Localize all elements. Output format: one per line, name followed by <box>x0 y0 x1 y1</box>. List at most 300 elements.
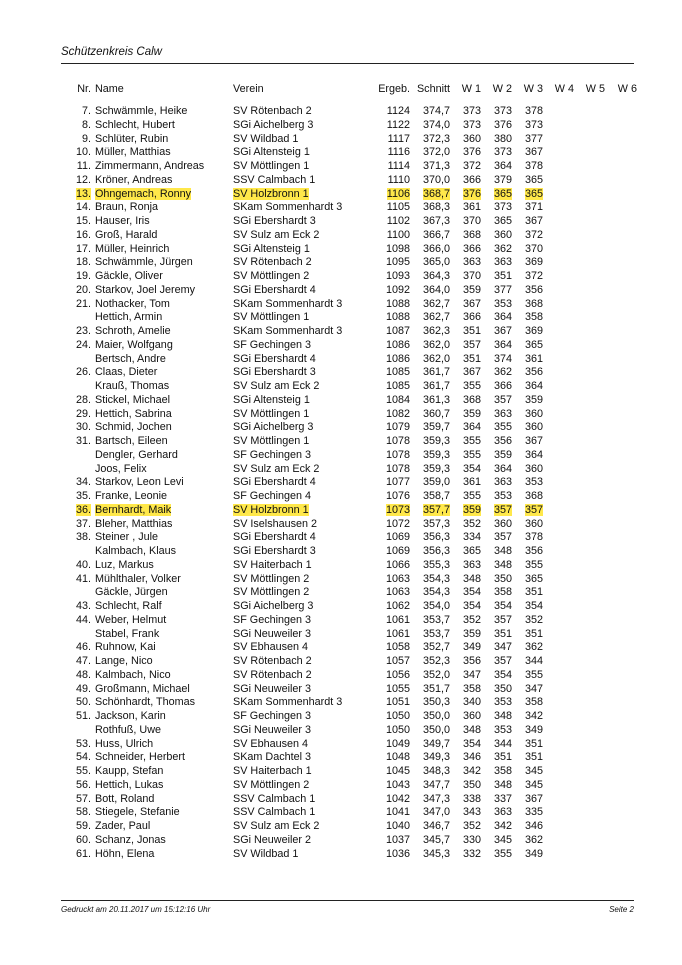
cell-schnitt-text: 355,3 <box>422 558 450 571</box>
cell-name <box>95 435 233 449</box>
cell-w1-text: 373 <box>462 118 481 131</box>
cell-w3-text: 372 <box>524 270 543 282</box>
cell-ergebnis-text: 1105 <box>386 201 410 214</box>
table-row <box>61 765 637 779</box>
cell-name <box>95 174 233 188</box>
cell-name <box>95 600 233 614</box>
cell-w5 <box>574 848 605 862</box>
cell-name <box>95 848 233 862</box>
table-row <box>61 848 637 862</box>
cell-nr <box>61 683 95 697</box>
cell-name <box>95 504 233 518</box>
cell-w2 <box>481 298 512 312</box>
cell-nr-text: 29. <box>75 407 91 420</box>
cell-ergebnis <box>369 504 410 518</box>
cell-nr-text: 43. <box>75 600 91 612</box>
cell-schnitt-text: 362,0 <box>422 352 450 365</box>
cell-name-text: Schanz, Jonas <box>95 833 166 846</box>
cell-w3 <box>512 146 543 160</box>
cell-schnitt <box>410 518 450 532</box>
cell-ergebnis-text: 1062 <box>385 600 410 612</box>
cell-w1 <box>450 256 481 270</box>
cell-name-text: Bott, Roland <box>95 792 155 805</box>
cell-verein-text: SGi Ebershardt 3 <box>233 545 316 557</box>
cell-schnitt <box>410 339 450 353</box>
cell-w6 <box>605 353 637 367</box>
cell-nr <box>61 380 95 394</box>
cell-w4 <box>543 298 574 312</box>
cell-nr <box>61 366 95 380</box>
cell-nr <box>61 751 95 765</box>
cell-w3 <box>512 339 543 353</box>
cell-w1-text: 363 <box>462 558 481 571</box>
cell-w3-text: 353 <box>524 476 543 489</box>
cell-w2 <box>481 848 512 862</box>
cell-w1 <box>450 105 481 119</box>
cell-verein-text: SF Gechingen 3 <box>233 448 312 461</box>
table-row <box>61 696 637 710</box>
cell-name <box>95 751 233 765</box>
cell-ergebnis <box>369 408 410 422</box>
cell-ergebnis-text: 1036 <box>385 847 410 860</box>
cell-w5 <box>574 105 605 119</box>
cell-w3-text: 367 <box>524 215 543 227</box>
cell-w3-text: 367 <box>524 792 543 805</box>
cell-w1-text: 354 <box>462 586 481 599</box>
cell-ergebnis <box>369 669 410 683</box>
cell-nr <box>61 160 95 174</box>
cell-w5 <box>574 628 605 642</box>
cell-name <box>95 229 233 243</box>
cell-nr-text: 44. <box>75 613 91 626</box>
cell-verein <box>233 834 369 848</box>
cell-w3-text: 344 <box>524 655 543 667</box>
cell-nr-text: 20. <box>75 283 91 296</box>
cell-name-text: Gäckle, Oliver <box>95 270 163 282</box>
cell-nr-text: 56. <box>75 778 91 791</box>
cell-w5 <box>574 793 605 807</box>
cell-w4 <box>543 531 574 545</box>
cell-w2 <box>481 476 512 490</box>
table-row <box>61 243 637 257</box>
cell-w3 <box>512 490 543 504</box>
cell-ergebnis-text: 1088 <box>385 311 410 324</box>
cell-w4 <box>543 394 574 408</box>
cell-w3 <box>512 696 543 710</box>
cell-schnitt <box>410 408 450 422</box>
cell-verein-text: SGi Altensteig 1 <box>233 393 310 406</box>
cell-w6 <box>605 696 637 710</box>
cell-schnitt <box>410 311 450 325</box>
cell-ergebnis-text: 1061 <box>385 627 410 640</box>
cell-verein-text: SV Möttlingen 1 <box>233 407 310 420</box>
table-body <box>61 105 637 861</box>
cell-ergebnis <box>369 641 410 655</box>
cell-nr <box>61 298 95 312</box>
cell-w3 <box>512 476 543 490</box>
cell-w3 <box>512 298 543 312</box>
cell-w4 <box>543 834 574 848</box>
cell-w1-text: 340 <box>462 696 481 709</box>
cell-w2-text: 345 <box>493 833 512 846</box>
cell-nr-text: 21. <box>75 297 91 310</box>
cell-w3 <box>512 614 543 628</box>
cell-name-text: Bertsch, Andre <box>95 352 166 365</box>
cell-w5 <box>574 146 605 160</box>
cell-ergebnis <box>369 600 410 614</box>
cell-ergebnis <box>369 655 410 669</box>
cell-w6 <box>605 655 637 669</box>
cell-w3 <box>512 834 543 848</box>
table-row <box>61 270 637 284</box>
cell-w6 <box>605 820 637 834</box>
cell-name-text: Franke, Leonie <box>95 490 168 502</box>
cell-verein <box>233 284 369 298</box>
cell-w2-text: 363 <box>493 806 512 819</box>
cell-name-text: Groß, Harald <box>95 228 158 241</box>
cell-ergebnis-text: 1098 <box>385 242 410 255</box>
cell-nr-text: 59. <box>75 820 91 832</box>
cell-w6 <box>605 806 637 820</box>
cell-schnitt <box>410 655 450 669</box>
cell-nr-text: 15. <box>75 215 91 227</box>
cell-ergebnis <box>369 380 410 394</box>
cell-nr-text: 14. <box>75 201 91 214</box>
cell-w2 <box>481 490 512 504</box>
cell-w4 <box>543 738 574 752</box>
cell-schnitt-text: 345,3 <box>422 847 450 860</box>
cell-verein-text: SF Gechingen 3 <box>233 338 312 351</box>
cell-name-text: Bartsch, Eileen <box>95 435 168 447</box>
cell-name <box>95 449 233 463</box>
cell-w2-text: 360 <box>493 228 512 241</box>
cell-ergebnis <box>369 339 410 353</box>
cell-w2-text: 373 <box>493 105 512 117</box>
cell-w3 <box>512 380 543 394</box>
cell-ergebnis-text: 1069 <box>385 545 410 557</box>
cell-schnitt <box>410 641 450 655</box>
cell-w1 <box>450 284 481 298</box>
cell-w3-text: 349 <box>524 723 543 736</box>
cell-nr <box>61 311 95 325</box>
cell-w3 <box>512 641 543 655</box>
cell-nr-text: 7. <box>81 105 91 117</box>
cell-schnitt-text: 366,7 <box>422 228 450 241</box>
cell-name <box>95 820 233 834</box>
cell-ergebnis-text: 1078 <box>385 435 410 447</box>
cell-ergebnis <box>369 559 410 573</box>
cell-w2 <box>481 518 512 532</box>
cell-w1 <box>450 270 481 284</box>
cell-w3 <box>512 188 543 202</box>
cell-w3-text: 378 <box>524 160 543 172</box>
cell-w1 <box>450 119 481 133</box>
cell-w2 <box>481 765 512 779</box>
cell-nr <box>61 284 95 298</box>
cell-w6 <box>605 779 637 793</box>
cell-verein-text: SGi Ebershardt 4 <box>233 531 316 544</box>
cell-w2 <box>481 215 512 229</box>
cell-nr-text: 54. <box>75 751 91 764</box>
cell-w1-text: 359 <box>462 503 481 516</box>
cell-w1-text: 366 <box>462 242 481 255</box>
cell-w3-text: 372 <box>524 228 543 241</box>
cell-w3-text: 371 <box>524 201 543 214</box>
cell-w1-text: 356 <box>462 655 481 667</box>
cell-w3-text: 360 <box>524 517 543 530</box>
table-row <box>61 641 637 655</box>
cell-w1 <box>450 820 481 834</box>
cell-w5 <box>574 421 605 435</box>
cell-schnitt <box>410 683 450 697</box>
cell-w6 <box>605 724 637 738</box>
cell-name-text: Starkov, Leon Levi <box>95 476 184 489</box>
cell-w4 <box>543 779 574 793</box>
cell-w4 <box>543 463 574 477</box>
cell-name <box>95 724 233 738</box>
cell-w1-text: 351 <box>462 325 481 337</box>
cell-nr-text: 38. <box>75 531 91 544</box>
cell-w4 <box>543 545 574 559</box>
table-row <box>61 380 637 394</box>
cell-nr <box>61 765 95 779</box>
cell-nr-text: 9. <box>81 132 91 145</box>
cell-nr-text: 50. <box>75 696 91 709</box>
cell-w4 <box>543 614 574 628</box>
cell-ergebnis <box>369 160 410 174</box>
cell-w3-text: 351 <box>524 627 543 640</box>
cell-w6 <box>605 738 637 752</box>
cell-verein-text: SV Holzbronn 1 <box>233 187 309 200</box>
cell-verein <box>233 449 369 463</box>
cell-w4 <box>543 559 574 573</box>
cell-schnitt <box>410 710 450 724</box>
cell-w4 <box>543 146 574 160</box>
cell-w6 <box>605 751 637 765</box>
cell-w3-text: 368 <box>524 490 543 502</box>
cell-w6 <box>605 243 637 257</box>
cell-w2 <box>481 573 512 587</box>
cell-w5 <box>574 270 605 284</box>
cell-w1 <box>450 793 481 807</box>
cell-w2-text: 376 <box>493 118 512 131</box>
cell-w3 <box>512 573 543 587</box>
cell-w3 <box>512 311 543 325</box>
cell-w2 <box>481 243 512 257</box>
cell-schnitt <box>410 559 450 573</box>
cell-ergebnis <box>369 105 410 119</box>
cell-w1-text: 350 <box>462 778 481 791</box>
cell-w1-text: 338 <box>462 792 481 805</box>
cell-schnitt-text: 362,3 <box>422 325 450 337</box>
cell-w2-text: 374 <box>493 352 512 365</box>
cell-ergebnis <box>369 119 410 133</box>
cell-w1-text: 372 <box>462 160 481 172</box>
cell-w3-text: 345 <box>524 778 543 791</box>
cell-name <box>95 119 233 133</box>
cell-w1-text: 366 <box>462 311 481 324</box>
cell-name <box>95 765 233 779</box>
cell-w5 <box>574 188 605 202</box>
cell-ergebnis-text: 1058 <box>385 641 410 654</box>
cell-name <box>95 394 233 408</box>
cell-w1-text: 355 <box>462 490 481 502</box>
table-row <box>61 256 637 270</box>
cell-w4 <box>543 793 574 807</box>
cell-w2 <box>481 146 512 160</box>
cell-nr-text: 51. <box>75 710 91 722</box>
cell-w3-text: 369 <box>524 325 543 337</box>
cell-ergebnis-text: 1049 <box>385 737 410 750</box>
cell-nr-text: 46. <box>75 641 91 654</box>
cell-w2-text: 357 <box>493 655 512 667</box>
cell-w1-text: 342 <box>462 765 481 777</box>
cell-w1 <box>450 641 481 655</box>
cell-w6 <box>605 160 637 174</box>
cell-w4 <box>543 518 574 532</box>
cell-ergebnis <box>369 490 410 504</box>
cell-schnitt-text: 372,3 <box>422 132 450 145</box>
cell-w1 <box>450 160 481 174</box>
cell-schnitt <box>410 119 450 133</box>
column-header-w6: W 6 <box>617 83 637 95</box>
cell-ergebnis-text: 1063 <box>385 586 410 599</box>
cell-schnitt-text: 372,0 <box>422 146 450 159</box>
cell-nr <box>61 600 95 614</box>
cell-w5 <box>574 380 605 394</box>
cell-ergebnis <box>369 174 410 188</box>
cell-nr-text: 28. <box>75 393 91 406</box>
cell-w2-text: 347 <box>493 641 512 654</box>
header-divider <box>61 63 634 64</box>
cell-nr-text: 17. <box>75 242 91 255</box>
table-row <box>61 188 637 202</box>
cell-name <box>95 696 233 710</box>
cell-schnitt <box>410 298 450 312</box>
cell-ergebnis-text: 1066 <box>385 558 410 571</box>
cell-ergebnis <box>369 765 410 779</box>
cell-w3-text: 373 <box>524 118 543 131</box>
cell-verein <box>233 476 369 490</box>
cell-w3-text: 358 <box>524 311 543 324</box>
cell-verein <box>233 174 369 188</box>
table-row <box>61 105 637 119</box>
cell-schnitt-text: 359,3 <box>422 448 450 461</box>
cell-schnitt <box>410 490 450 504</box>
cell-verein <box>233 311 369 325</box>
cell-w4 <box>543 655 574 669</box>
cell-w1-text: 368 <box>462 228 481 241</box>
cell-w5 <box>574 435 605 449</box>
table-row <box>61 435 637 449</box>
cell-name-text: Großmann, Michael <box>95 682 190 695</box>
cell-w3-text: 359 <box>524 393 543 406</box>
cell-w1-text: 359 <box>462 627 481 640</box>
cell-w5 <box>574 174 605 188</box>
cell-schnitt <box>410 806 450 820</box>
cell-w2-text: 354 <box>493 600 512 612</box>
cell-w3 <box>512 751 543 765</box>
cell-w5 <box>574 710 605 724</box>
cell-verein <box>233 641 369 655</box>
cell-w5 <box>574 820 605 834</box>
cell-ergebnis <box>369 449 410 463</box>
table-row <box>61 614 637 628</box>
table-row <box>61 298 637 312</box>
cell-schnitt-text: 353,7 <box>422 613 450 626</box>
cell-w6 <box>605 573 637 587</box>
cell-w5 <box>574 834 605 848</box>
cell-nr <box>61 820 95 834</box>
cell-w2 <box>481 820 512 834</box>
cell-w3-text: 356 <box>524 366 543 379</box>
cell-w2-text: 362 <box>493 366 512 379</box>
cell-schnitt-text: 364,0 <box>422 283 450 296</box>
cell-name-text: Schlecht, Ralf <box>95 600 162 612</box>
cell-w5 <box>574 614 605 628</box>
cell-schnitt-text: 346,7 <box>422 820 450 832</box>
results-table <box>61 79 637 861</box>
cell-w2 <box>481 545 512 559</box>
cell-verein <box>233 738 369 752</box>
cell-w2 <box>481 133 512 147</box>
cell-w3-text: 355 <box>524 558 543 571</box>
cell-schnitt-text: 367,3 <box>422 215 450 227</box>
cell-ergebnis-text: 1072 <box>385 517 410 530</box>
cell-name <box>95 641 233 655</box>
cell-w2-text: 365 <box>493 215 512 227</box>
cell-w5 <box>574 298 605 312</box>
cell-verein <box>233 133 369 147</box>
cell-w3-text: 356 <box>524 283 543 296</box>
cell-w3 <box>512 160 543 174</box>
cell-schnitt-text: 361,7 <box>422 366 450 379</box>
cell-w6 <box>605 408 637 422</box>
cell-w1-text: 358 <box>462 682 481 695</box>
cell-schnitt <box>410 449 450 463</box>
cell-w1 <box>450 765 481 779</box>
cell-w3 <box>512 270 543 284</box>
cell-w2-text: 364 <box>493 462 512 475</box>
cell-w3 <box>512 421 543 435</box>
cell-schnitt-text: 361,3 <box>422 393 450 406</box>
cell-w2-text: 350 <box>493 572 512 585</box>
cell-ergebnis-text: 1086 <box>385 338 410 351</box>
cell-w2-text: 358 <box>493 586 512 599</box>
cell-w3 <box>512 518 543 532</box>
cell-ergebnis-text: 1051 <box>385 696 410 709</box>
cell-w2-text: 353 <box>493 297 512 310</box>
cell-w2-text: 353 <box>493 490 512 502</box>
table-row <box>61 146 637 160</box>
cell-ergebnis-text: 1077 <box>385 476 410 489</box>
cell-ergebnis-text: 1055 <box>385 682 410 695</box>
cell-w1-text: 368 <box>462 393 481 406</box>
cell-w5 <box>574 586 605 600</box>
cell-verein <box>233 146 369 160</box>
cell-ergebnis-text: 1082 <box>385 407 410 420</box>
cell-w1-text: 365 <box>462 545 481 557</box>
cell-w2 <box>481 449 512 463</box>
cell-w6 <box>605 628 637 642</box>
column-header-w1: W 1 <box>461 83 481 95</box>
cell-w3 <box>512 820 543 834</box>
cell-ergebnis <box>369 751 410 765</box>
cell-nr <box>61 174 95 188</box>
cell-nr <box>61 325 95 339</box>
cell-w1 <box>450 518 481 532</box>
cell-ergebnis <box>369 201 410 215</box>
